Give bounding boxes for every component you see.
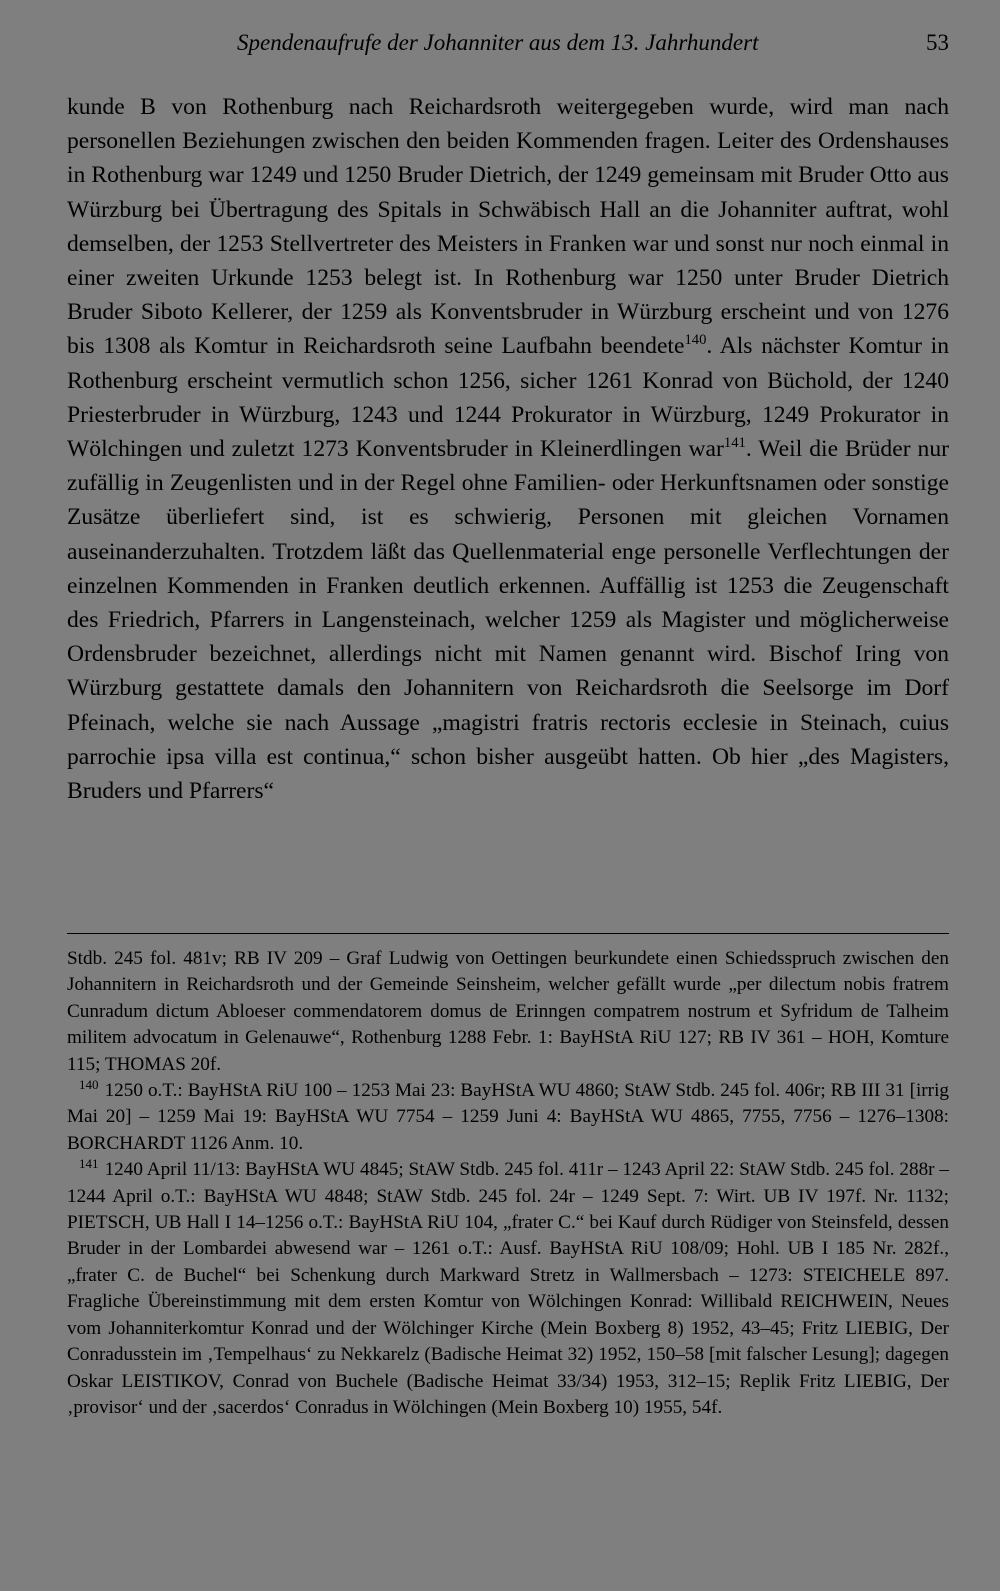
footnote-number-140: 140 bbox=[79, 1076, 99, 1092]
body-text-part-1: kunde B von Rothenburg nach Reichardsroth weitergegeben wurde, wird man nach personellen Beziehungen zwischen den beiden Kommenden fragen. Leiter des Ordenshauses in Rothenburg war 1249 und 1250 Bruder Dietrich, der 1249 gemeinsam mit Bruder Otto aus Würzburg bei Übertragung des Spitals in Schwäbisch Hall an die Johanniter auftrat, wohl demselben, der 1253 Stellvertreter des Meisters in Franken war und sonst nur noch einmal in einer zweiten Urkunde 1253 belegt ist. In Rothenburg war 1250 unter Bruder Dietrich Bruder Siboto Kellerer, der 1259 als Konventsbruder in Würzburg erscheint und von 1276 bis 1308 als Komtur in Reichardsroth seine Laufbahn beendete bbox=[67, 94, 949, 360]
footnotes bbox=[67, 946, 949, 1421]
footnote-text-140: 1250 o.T.: BayHStA RiU 100 – 1253 Mai 23: BayHStA WU 4860; StAW Stdb. 245 fol. 406r; RB III 31 [irrig Mai 20] – 1259 Mai 19: BayHStA WU 7754 – 1259 Juni 4: BayHStA WU 4865, 7755, 7756 – 1276–1308: BORCHARDT 1126 Anm. 10. bbox=[67, 1080, 949, 1154]
page-header bbox=[67, 30, 949, 66]
running-head: Spendenaufrufe der Johanniter aus dem 13. Jahrhundert bbox=[237, 30, 759, 55]
footnote-continued: Stdb. 245 fol. 481v; RB IV 209 – Graf Ludwig von Oettingen beurkundete einen Schiedsspruch zwischen den Johannitern in Reichardsroth und der Gemeinde Seinsheim, welcher gefällt wurde „per dilectum nobis fratrem Cunradum dictum Abloeser commendatorem domus de Erinngen compatrem nostrum et Syfridum de Talheim militem advocatum in Gelenauwe“, Rothenburg 1288 Febr. 1: BayHStA RiU 127; RB IV 361 – HOH, Komture 115; THOMAS 20f. bbox=[67, 948, 949, 1075]
footnote-ref-141: 141 bbox=[723, 434, 746, 451]
body-paragraph bbox=[67, 90, 949, 808]
footnote-141 bbox=[67, 1157, 949, 1421]
body-text-part-2: . Als nächster Komtur in Rothenburg erscheint vermutlich schon 1256, sicher 1261 Konrad von Büchold, der 1240 Priesterbruder in Würzburg, 1243 und 1244 Prokurator in Würzburg, 1249 Prokurator in Wölchingen und zuletzt 1273 Konventsbruder in Kleinerdlingen war bbox=[67, 333, 949, 463]
footnote-text-141: 1240 April 11/13: BayHStA WU 4845; StAW Stdb. 245 fol. 411r – 1243 April 22: StAW Stdb. 245 fol. 288r – 1244 April o.T.: BayHStA WU 4848; StAW Stdb. 245 fol. 24r – 1249 Sept. 7: Wirt. UB IV 197f. Nr. 1132; PIETSCH, UB Hall I 14–1256 o.T.: BayHStA RiU 104, „frater C.“ bei Kauf durch Rüdiger von Steinsfeld, dessen Bruder in der Lombardei abwesend war – 1261 o.T.: Ausf. BayHStA RiU 108/09; Hohl. UB I 185 Nr. 282f., „frater C. de Buchel“ bei Schenkung durch Markward Stretz in Wallmersbach – 1273: STEICHELE 897. Fragliche Übereinstimmung mit dem ersten Komtur von Wölchingen Konrad: Willibald REICHWEIN, Neues vom Johanniterkomtur Konrad und der Wölchinger Kirche (Mein Boxberg 8) 1952, 43–45; Fritz LIEBIG, Der Conradusstein im ‚Tempelhaus‘ zu Nekkarelz (Badische Heimat 32) 1952, 150–58 [mit falscher Lesung]; dagegen Oskar LEISTIKOV, Conrad von Buchele (Badische Heimat 33/34) 1953, 312–15; Replik Fritz LIEBIG, Der ‚provisor‘ und der ‚sacerdos‘ Conradus in Wölchingen (Mein Boxberg 10) 1955, 54f. bbox=[67, 1159, 949, 1418]
footnote-ref-140: 140 bbox=[684, 332, 707, 349]
body-text-part-3: . Weil die Brüder nur zufällig in Zeugenlisten und in der Regel ohne Familien- oder Herkunftsnamen oder sonstige Zusätze überliefert sind, ist es schwierig, Personen mit gleichen Vornamen auseinanderzuhalten. Trotzdem läßt das Quellenmaterial enge personelle Verflechtungen der einzelnen Kommenden in Franken deutlich erkennen. Auffällig ist 1253 die Zeugenschaft des Friedrich, Pfarrers in Langensteinach, welcher 1259 als Magister und möglicherweise Ordensbruder bezeichnet, allerdings nicht mit Namen genannt wird. Bischof Iring von Würzburg gestattete damals den Johannitern von Reichardsroth die Seelsorge im Dorf Pfeinach, welche sie nach Aussage „magistri fratris rectoris ecclesie in Steinach, cuius parrochie ipsa villa est continua,“ schon bisher ausgeübt hatten. Ob hier „des Magisters, Bruders und Pfarrers“ bbox=[67, 436, 949, 805]
footnote-separator bbox=[67, 933, 949, 934]
page-number: 53 bbox=[926, 30, 949, 55]
footnote-140 bbox=[67, 1078, 949, 1157]
footnote-number-141: 141 bbox=[79, 1156, 99, 1172]
main-text bbox=[67, 90, 949, 808]
